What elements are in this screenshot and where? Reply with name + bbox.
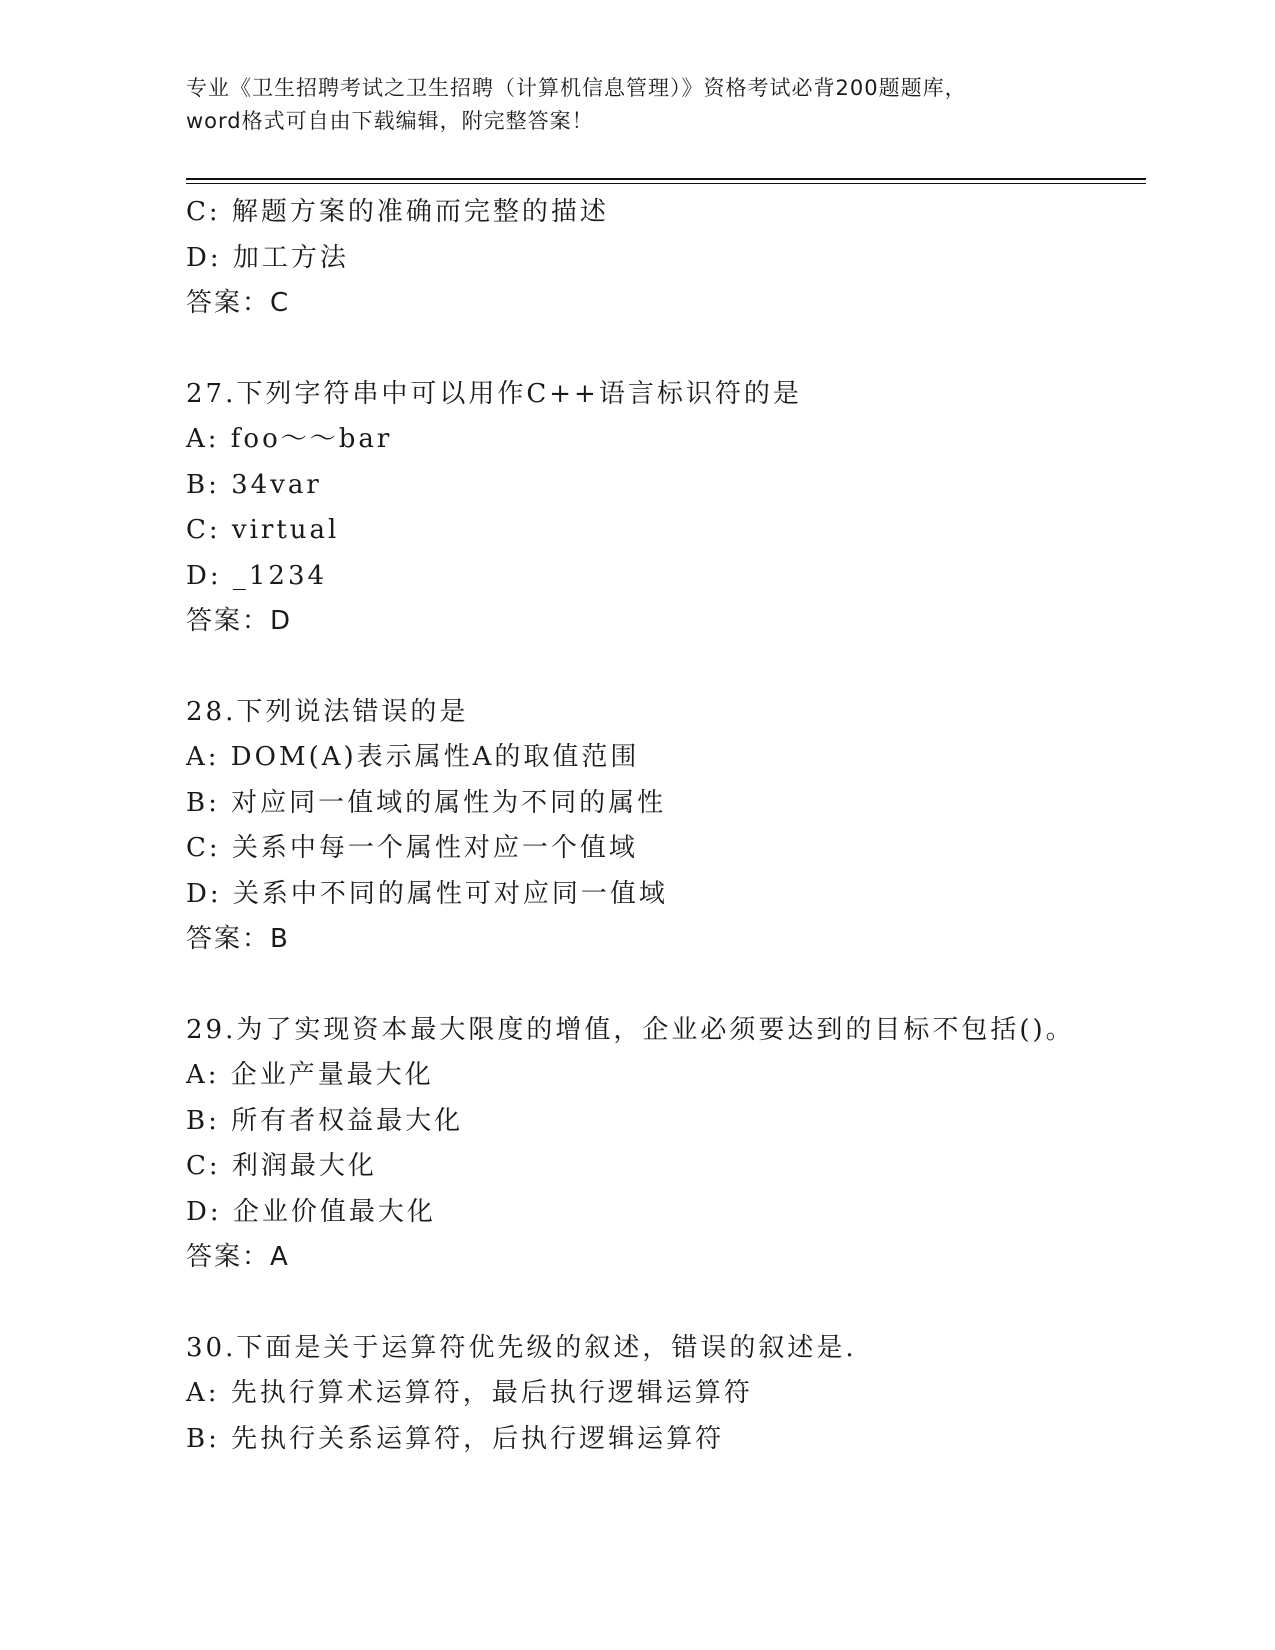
option-c: C: 解题方案的准确而完整的描述	[186, 197, 609, 227]
option-b: B: 34var	[186, 469, 322, 500]
option-b: B: 对应同一值域的属性为不同的属性	[186, 787, 667, 818]
header-rule-thick	[186, 178, 1146, 180]
option-d: D: 关系中不同的属性可对应同一值域	[186, 878, 668, 909]
question-28	[186, 690, 1146, 963]
document-header	[186, 72, 1086, 138]
option-a: A: foo～～bar	[186, 424, 393, 454]
question-30	[186, 1326, 1146, 1463]
question-stem: 28.下列说法错误的是	[186, 696, 469, 727]
question-list	[186, 190, 1146, 1462]
option-a: A: 先执行算术运算符，最后执行逻辑运算符	[186, 1378, 753, 1408]
option-c: C: 利润最大化	[186, 1151, 377, 1181]
header-line-2: word格式可自由下载编辑，附完整答案！	[186, 109, 594, 133]
option-c: C: virtual	[186, 515, 340, 545]
answer: 答案：C	[186, 288, 291, 318]
option-d: D: 加工方法	[186, 242, 349, 273]
option-b: B: 先执行关系运算符，后执行逻辑运算符	[186, 1423, 725, 1454]
option-a: A: 企业产量最大化	[186, 1060, 434, 1090]
option-d: D: 企业价值最大化	[186, 1196, 436, 1227]
answer: 答案：D	[186, 606, 293, 636]
question-29	[186, 1008, 1146, 1281]
question-stem: 27.下列字符串中可以用作C++语言标识符的是	[186, 378, 802, 409]
answer: 答案：A	[186, 1242, 290, 1272]
header-rule-thin	[186, 183, 1146, 184]
answer: 答案：B	[186, 924, 290, 954]
option-d: D: _1234	[186, 560, 328, 591]
option-b: B: 所有者权益最大化	[186, 1105, 464, 1136]
question-stem: 30.下面是关于运算符优先级的叙述，错误的叙述是.	[186, 1332, 857, 1363]
option-c: C: 关系中每一个属性对应一个值域	[186, 833, 638, 863]
question-stem: 29.为了实现资本最大限度的增值，企业必须要达到的目标不包括()。	[186, 1014, 1075, 1045]
partial-question	[186, 190, 1146, 327]
option-a: A: DOM(A)表示属性A的取值范围	[186, 742, 640, 772]
question-27	[186, 372, 1146, 645]
header-line-1: 专业《卫生招聘考试之卫生招聘（计算机信息管理）》资格考试必背200题题库，	[186, 76, 967, 100]
